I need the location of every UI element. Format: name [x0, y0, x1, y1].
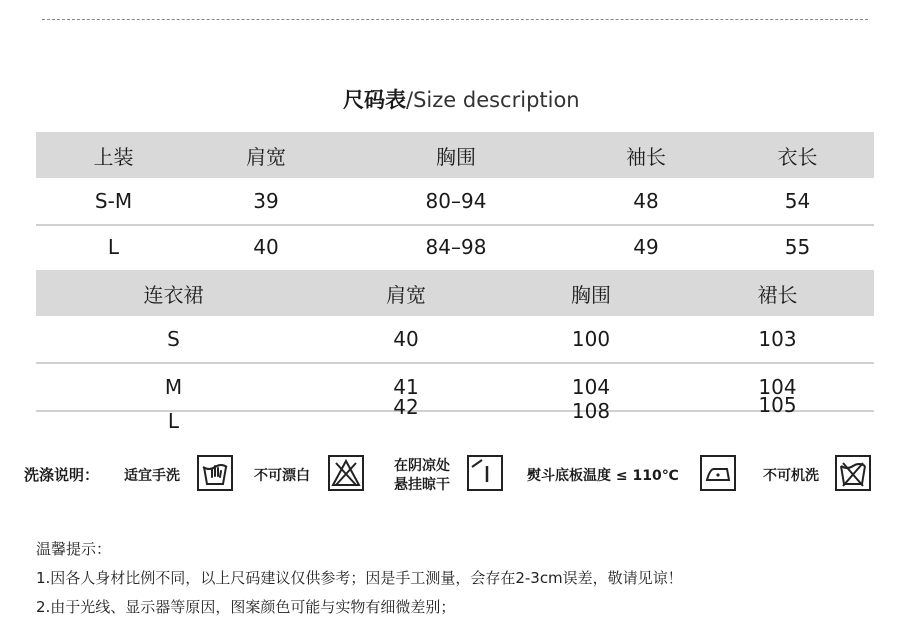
title-chinese: 尺码表: [343, 88, 406, 112]
header-cell: 袖长: [626, 144, 666, 169]
table-cell: 42: [393, 395, 419, 419]
table-cell: 41: [393, 375, 419, 399]
table-cell: S: [167, 327, 180, 351]
title-english: /Size description: [406, 88, 580, 112]
table-cell: 54: [784, 189, 811, 213]
table-cell: 48: [633, 189, 659, 213]
header-cell: 连衣裙: [143, 282, 204, 307]
table-cell: S-M: [94, 189, 133, 213]
table-cell: 39: [253, 189, 279, 213]
care-instructions: [0, 452, 900, 497]
care-text-iron: 熨斗底板温度 ≤ 110℃: [527, 468, 679, 484]
header-cell: 裙长: [757, 282, 798, 307]
table-cell: 40: [253, 235, 279, 259]
iron-low-icon: [700, 455, 736, 491]
header-cell: 衣长: [777, 144, 818, 169]
care-text-no-bleach: 不可漂白: [254, 468, 310, 484]
header-cell: 肩宽: [246, 144, 286, 169]
header-cell: 上装: [93, 144, 134, 169]
care-label: 洗涤说明：: [24, 466, 100, 484]
table-cell: M: [164, 375, 183, 399]
table-cell: 103: [758, 327, 797, 351]
table-cell: 104: [571, 375, 611, 399]
table-row: [36, 393, 874, 456]
care-text-hand-wash: 适宜手洗: [124, 468, 180, 484]
table-cell: 104: [758, 375, 797, 399]
header-cell: 胸围: [571, 282, 611, 307]
table-row: [36, 316, 874, 364]
care-text-no-machine-wash: 不可机洗: [763, 468, 819, 484]
table-cell: 55: [784, 235, 811, 259]
table-cell: 108: [571, 399, 611, 423]
no-bleach-icon: [328, 455, 364, 491]
table-cell: 84–98: [425, 235, 487, 259]
table-row: [36, 224, 874, 270]
header-cell: 肩宽: [386, 282, 426, 307]
care-text-hang-dry-1: 在阴凉处: [394, 458, 450, 474]
table-header-row: [36, 270, 874, 316]
table-cell: L: [167, 409, 180, 433]
table-cell: 105: [758, 393, 797, 417]
note-line-2: 2.由于光线、显示器等原因，图案颜色可能与实物有细微差别；: [36, 598, 456, 616]
table-cell: 49: [633, 235, 659, 259]
table-cell: 80–94: [425, 189, 487, 213]
care-text-hang-dry-2: 悬挂晾干: [394, 477, 450, 493]
table-row: [36, 178, 874, 226]
header-cell: 胸围: [436, 144, 476, 169]
no-machine-wash-icon: [835, 455, 871, 491]
table-cell: L: [107, 235, 120, 259]
notes-title: 温馨提示：: [36, 540, 112, 558]
hand-wash-icon: [197, 455, 233, 491]
table-cell: 40: [393, 327, 419, 351]
dashed-divider: [42, 19, 868, 20]
hang-dry-shade-icon: [467, 455, 503, 491]
note-line-1: 1.因各人身材比例不同，以上尺码建议仅供参考；因是手工测量，会存在2-3cm误差，敬请见谅！: [36, 569, 683, 587]
table-cell: 100: [571, 327, 611, 351]
table-header-row: [36, 132, 874, 178]
